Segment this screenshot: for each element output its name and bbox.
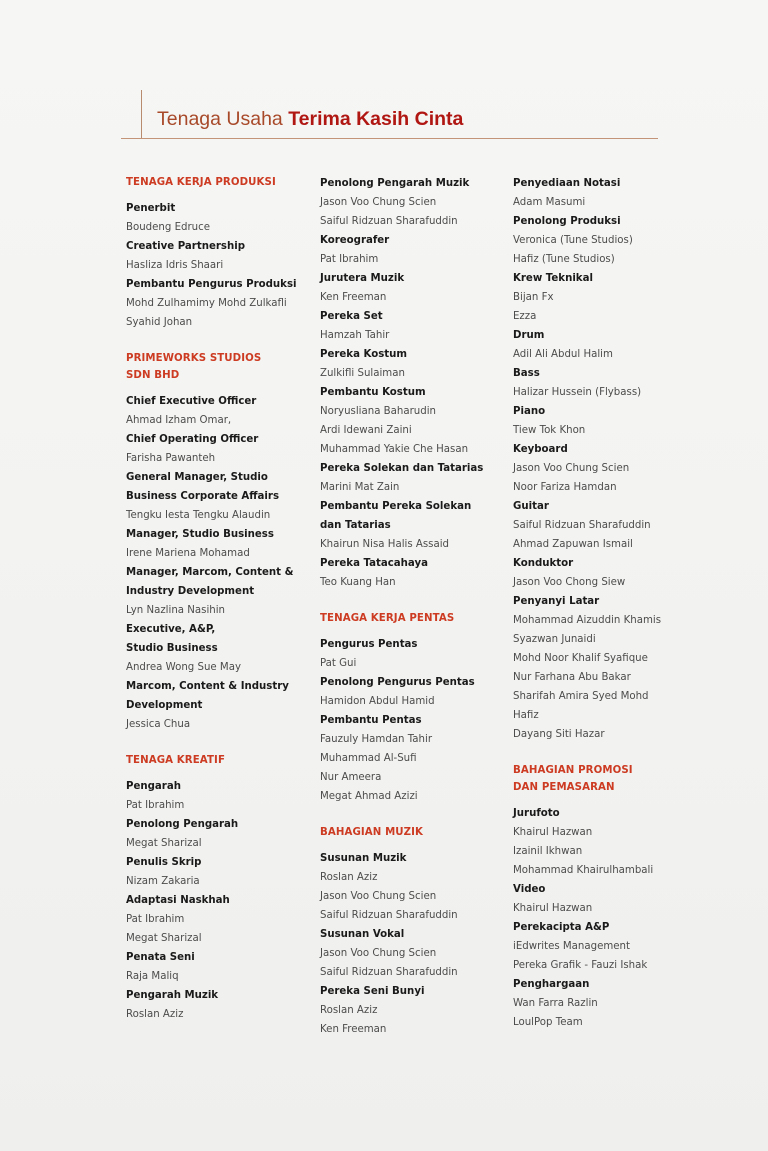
credit-name: Mohd Noor Khalif Syafique <box>513 653 648 664</box>
credit-name: Adam Masumi <box>513 197 586 208</box>
credit-name: Khairun Nisa Halis Assaid <box>320 539 450 550</box>
credit-role: Penolong Produksi <box>513 216 621 227</box>
credit-name: Mohd Zulhamimy Mohd Zulkafli <box>126 298 287 309</box>
credit-name: Boudeng Edruce <box>126 222 210 233</box>
credit-name: Pat Gui <box>320 658 357 669</box>
credits-section <box>513 744 703 1032</box>
credit-name: Roslan Aziz <box>320 1005 378 1016</box>
credit-name: Teo Kuang Han <box>320 577 396 588</box>
credit-name: Saiful Ridzuan Sharafuddin <box>320 216 458 227</box>
credit-name: Megat Sharizal <box>126 933 202 944</box>
credit-name: Bijan Fx <box>513 292 554 303</box>
section-heading: TENAGA KREATIF <box>126 755 226 766</box>
credit-role: Marcom, Content & Industry <box>126 681 289 692</box>
credit-role: Chief Operating Officer <box>126 434 259 445</box>
credit-name: Jason Voo Chung Scien <box>320 948 437 959</box>
credit-name: Mohammad Khairulhambali <box>513 865 654 876</box>
credit-role: Penata Seni <box>126 952 195 963</box>
credit-name: Veronica (Tune Studios) <box>513 235 633 246</box>
credit-role: Penolong Pengarah <box>126 819 239 830</box>
credit-name: Irene Mariena Mohamad <box>126 548 250 559</box>
credit-role: Penyediaan Notasi <box>513 178 621 189</box>
credit-role: Penolong Pengarah Muzik <box>320 178 470 189</box>
credit-name: Jason Voo Chung Scien <box>320 891 437 902</box>
credit-role: Pengarah <box>126 781 181 792</box>
credit-name: Nur Ameera <box>320 772 382 783</box>
section-heading: SDN BHD <box>126 370 180 381</box>
credit-role: Susunan Vokal <box>320 929 405 940</box>
credit-name: Syahid Johan <box>126 317 193 328</box>
credit-role: Susunan Muzik <box>320 853 407 864</box>
credit-name: Pat Ibrahim <box>320 254 379 265</box>
credit-name: Hasliza Idris Shaari <box>126 260 224 271</box>
credit-name: Andrea Wong Sue May <box>126 662 241 673</box>
credit-name: Wan Farra Razlin <box>513 998 598 1009</box>
credit-name: Farisha Pawanteh <box>126 453 216 464</box>
credit-role: Development <box>126 700 203 711</box>
credit-role: Penulis Skrip <box>126 857 202 868</box>
section-heading: BAHAGIAN PROMOSI <box>513 765 633 776</box>
credit-name: Fauzuly Hamdan Tahir <box>320 734 433 745</box>
credit-role: Creative Partnership <box>126 241 245 252</box>
credit-role: Keyboard <box>513 444 568 455</box>
section-spacer <box>320 592 510 610</box>
credit-name: Lyn Nazlina Nasihin <box>126 605 226 616</box>
credits-section <box>126 174 316 332</box>
credits-section <box>320 806 510 1039</box>
credit-role: Perekacipta A&P <box>513 922 610 933</box>
credit-role: Jurutera Muzik <box>320 273 405 284</box>
credit-name: Hafiz <box>513 710 539 721</box>
credit-name: Adil Ali Abdul Halim <box>513 349 613 360</box>
header-vertical-rule <box>141 90 142 139</box>
credit-name: Saiful Ridzuan Sharafuddin <box>320 910 458 921</box>
credit-name: Ahmad Zapuwan Ismail <box>513 539 633 550</box>
credit-name: Nur Farhana Abu Bakar <box>513 672 631 683</box>
credit-role: Penolong Pengurus Pentas <box>320 677 475 688</box>
heading-gap <box>126 191 316 199</box>
credit-name: Nizam Zakaria <box>126 876 200 887</box>
credit-role: Drum <box>513 330 545 341</box>
credit-role: Pereka Seni Bunyi <box>320 986 425 997</box>
section-heading: BAHAGIAN MUZIK <box>320 827 424 838</box>
credit-role: Video <box>513 884 546 895</box>
credit-name: Jason Voo Chung Scien <box>513 463 630 474</box>
credit-name: iEdwrites Management <box>513 941 631 952</box>
credits-section <box>320 174 510 592</box>
credit-role: Pereka Solekan dan Tatarias <box>320 463 484 474</box>
header-horizontal-rule <box>121 138 658 139</box>
credits-column-1 <box>126 174 316 1024</box>
section-spacer <box>126 332 316 350</box>
section-spacer <box>126 734 316 752</box>
credit-name: LoulPop Team <box>513 1017 583 1028</box>
section-heading: TENAGA KERJA PENTAS <box>320 613 455 624</box>
credit-name: Jason Voo Chung Scien <box>320 197 437 208</box>
heading-gap <box>320 841 510 849</box>
credit-role: Adaptasi Naskhah <box>126 895 230 906</box>
credit-name: Tengku Iesta Tengku Alaudin <box>126 510 271 521</box>
credit-name: Pereka Grafik - Fauzi Ishak <box>513 960 648 971</box>
credits-column-2 <box>320 174 510 1039</box>
credits-section <box>126 734 316 1024</box>
credit-name: Ahmad Izham Omar, <box>126 415 232 426</box>
credits-section <box>320 592 510 806</box>
heading-gap <box>126 769 316 777</box>
credit-name: Pat Ibrahim <box>126 914 185 925</box>
credit-role: Manager, Studio Business <box>126 529 274 540</box>
page-title <box>157 107 463 131</box>
credit-role: Chief Executive Officer <box>126 396 257 407</box>
heading-gap <box>513 796 703 804</box>
credit-name: Noor Fariza Hamdan <box>513 482 617 493</box>
credit-name: Noryusliana Baharudin <box>320 406 437 417</box>
section-spacer <box>320 806 510 824</box>
credit-role: Business Corporate Affairs <box>126 491 280 502</box>
section-heading: TENAGA KERJA PRODUKSI <box>126 177 276 188</box>
section-spacer <box>513 744 703 762</box>
credits-column-3 <box>513 174 703 1032</box>
credit-name: Saiful Ridzuan Sharafuddin <box>320 967 458 978</box>
credit-role: Pembantu Pentas <box>320 715 422 726</box>
credit-name: Megat Ahmad Azizi <box>320 791 418 802</box>
credit-name: Raja Maliq <box>126 971 179 982</box>
credit-role: Pereka Set <box>320 311 383 322</box>
credit-role: Pengurus Pentas <box>320 639 418 650</box>
heading-gap <box>126 384 316 392</box>
credit-name: Marini Mat Zain <box>320 482 400 493</box>
credit-name: Ardi Idewani Zaini <box>320 425 412 436</box>
credit-name: Muhammad Al-Sufi <box>320 753 417 764</box>
credit-role: General Manager, Studio <box>126 472 268 483</box>
credit-role: Koreografer <box>320 235 390 246</box>
credit-role: Pembantu Pengurus Produksi <box>126 279 297 290</box>
credit-role: Executive, A&P, <box>126 624 216 635</box>
section-heading: DAN PEMASARAN <box>513 782 615 793</box>
credit-role: Pengarah Muzik <box>126 990 219 1001</box>
page-title-main: Terima Kasih Cinta <box>288 108 464 130</box>
credit-name: Zulkifli Sulaiman <box>320 368 405 379</box>
credit-name: Izainil Ikhwan <box>513 846 583 857</box>
credit-role: Pereka Tatacahaya <box>320 558 429 569</box>
credit-name: Mohammad Aizuddin Khamis <box>513 615 662 626</box>
credit-name: Jason Voo Chong Siew <box>513 577 626 588</box>
credit-name: Hamidon Abdul Hamid <box>320 696 435 707</box>
credit-role: Industry Development <box>126 586 255 597</box>
credit-name: Halizar Hussein (Flybass) <box>513 387 642 398</box>
credit-role: Pembantu Kostum <box>320 387 426 398</box>
credits-section <box>513 174 703 744</box>
credit-role: Pembantu Pereka Solekan <box>320 501 472 512</box>
credit-name: Roslan Aziz <box>320 872 378 883</box>
credit-role: Bass <box>513 368 540 379</box>
credit-name: Ken Freeman <box>320 292 387 303</box>
credit-name: Hamzah Tahir <box>320 330 390 341</box>
credit-name: Pat Ibrahim <box>126 800 185 811</box>
credit-name: Megat Sharizal <box>126 838 202 849</box>
credit-name: Roslan Aziz <box>126 1009 184 1020</box>
section-heading: PRIMEWORKS STUDIOS <box>126 353 262 364</box>
credit-name: Dayang Siti Hazar <box>513 729 605 740</box>
credit-role: Krew Teknikal <box>513 273 593 284</box>
credit-name: Khairul Hazwan <box>513 903 593 914</box>
credit-role: Jurufoto <box>513 808 560 819</box>
credit-name: Syazwan Junaidi <box>513 634 596 645</box>
credit-name: Saiful Ridzuan Sharafuddin <box>513 520 651 531</box>
credit-name: Muhammad Yakie Che Hasan <box>320 444 469 455</box>
credit-role: Penyanyi Latar <box>513 596 600 607</box>
credit-name: Ken Freeman <box>320 1024 387 1035</box>
credit-role: Penerbit <box>126 203 176 214</box>
heading-gap <box>320 627 510 635</box>
credits-section <box>126 332 316 734</box>
credit-name: Sharifah Amira Syed Mohd <box>513 691 649 702</box>
credit-role: Konduktor <box>513 558 574 569</box>
credit-role: Manager, Marcom, Content & <box>126 567 294 578</box>
credit-name: Tiew Tok Khon <box>513 425 586 436</box>
credit-role: Penghargaan <box>513 979 590 990</box>
credit-name: Jessica Chua <box>126 719 191 730</box>
credit-name: Khairul Hazwan <box>513 827 593 838</box>
credit-role: Guitar <box>513 501 549 512</box>
credit-name: Ezza <box>513 311 537 322</box>
page-title-prefix: Tenaga Usaha <box>157 108 289 130</box>
credit-role: Studio Business <box>126 643 218 654</box>
credit-role: Piano <box>513 406 546 417</box>
credit-role: dan Tatarias <box>320 520 391 531</box>
credit-role: Pereka Kostum <box>320 349 408 360</box>
credit-name: Hafiz (Tune Studios) <box>513 254 615 265</box>
